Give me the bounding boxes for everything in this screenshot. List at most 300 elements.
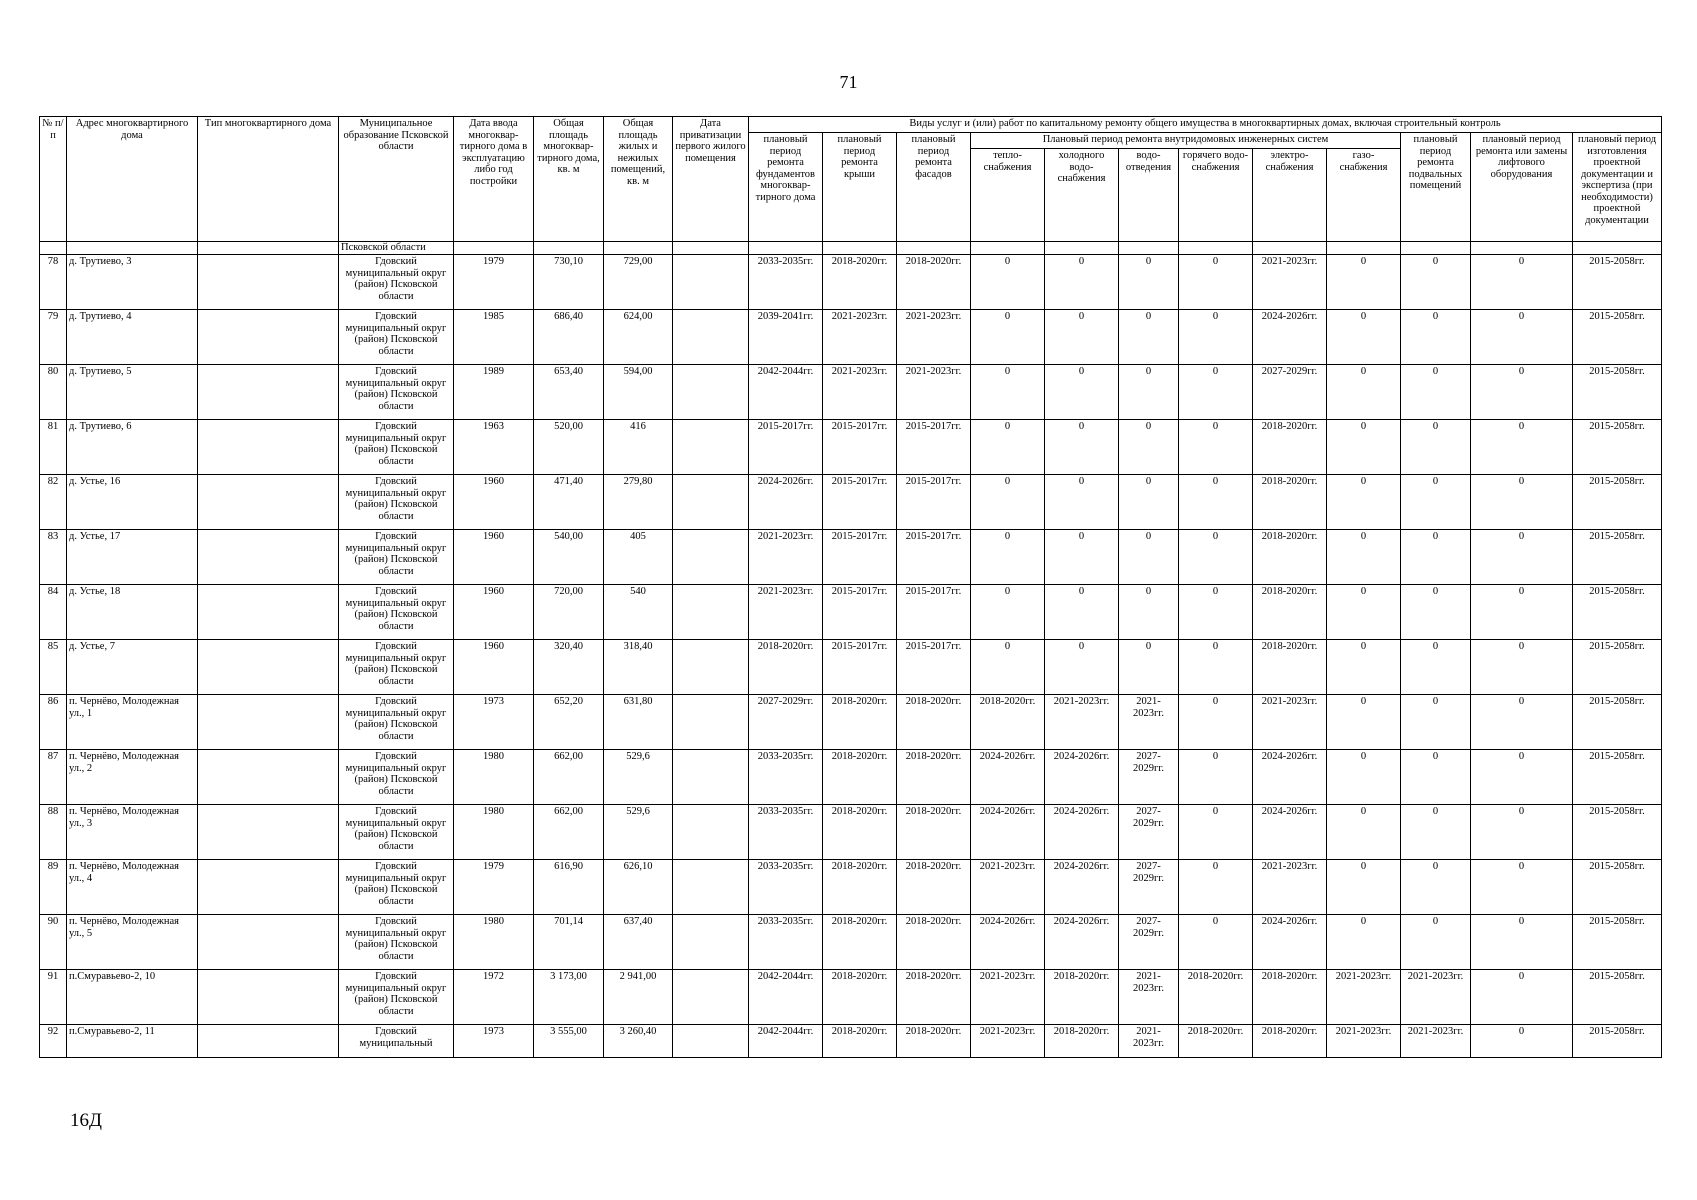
row-municipality: Гдовский муниципальный округ (район) Псковской области	[339, 365, 454, 420]
row-house-type	[198, 310, 339, 365]
row-year: 1980	[454, 750, 534, 805]
row-municipality: Гдовский муниципальный округ (район) Псковской области	[339, 915, 454, 970]
row-roof: 2015-2017гг.	[823, 475, 897, 530]
row-municipality: Гдовский муниципальный округ (район) Псковской области	[339, 420, 454, 475]
row-elevator: 0	[1471, 585, 1573, 640]
table-row	[40, 695, 1662, 750]
row-address: п.Смуравьево-2, 11	[67, 1025, 198, 1058]
row-address: п. Чернёво, Молодежная ул., 2	[67, 750, 198, 805]
row-area-total: 730,10	[534, 255, 604, 310]
footer-code: 16Д	[70, 1110, 102, 1131]
row-house-type	[198, 1025, 339, 1058]
row-foundation: 2039-2041гг.	[749, 310, 823, 365]
row-elevator: 0	[1471, 255, 1573, 310]
row-electric: 2018-2020гг.	[1253, 420, 1327, 475]
row-basement: 0	[1401, 530, 1471, 585]
row-cold-water: 2021-2023гг.	[1045, 695, 1119, 750]
row-facade: 2018-2020гг.	[897, 860, 971, 915]
row-facade: 2018-2020гг.	[897, 805, 971, 860]
row-heat: 2018-2020гг.	[971, 695, 1045, 750]
row-heat: 0	[971, 365, 1045, 420]
header-total-area: Общая площадь многоквар-тирного дома, кв. м	[534, 117, 604, 242]
row-house-type	[198, 530, 339, 585]
row-cold-water: 2024-2026гг.	[1045, 860, 1119, 915]
row-year: 1960	[454, 475, 534, 530]
row-area-total: 652,20	[534, 695, 604, 750]
row-year: 1973	[454, 695, 534, 750]
row-drainage: 0	[1119, 255, 1179, 310]
row-heat: 2024-2026гг.	[971, 805, 1045, 860]
table-row	[40, 1025, 1662, 1058]
row-area-premises: 631,80	[604, 695, 673, 750]
row-area-premises: 529,6	[604, 805, 673, 860]
row-year: 1989	[454, 365, 534, 420]
row-cold-water: 0	[1045, 640, 1119, 695]
row-house-type	[198, 255, 339, 310]
row-area-premises: 637,40	[604, 915, 673, 970]
row-area-total: 3 173,00	[534, 970, 604, 1025]
header-address: Адрес многоквартирного дома	[67, 117, 198, 242]
row-elevator: 0	[1471, 365, 1573, 420]
row-address: п. Чернёво, Молодежная ул., 3	[67, 805, 198, 860]
row-foundation: 2033-2035гг.	[749, 805, 823, 860]
row-drainage: 0	[1119, 530, 1179, 585]
row-year: 1960	[454, 530, 534, 585]
row-year: 1960	[454, 585, 534, 640]
row-area-premises: 416	[604, 420, 673, 475]
row-privatization	[673, 475, 749, 530]
row-house-type	[198, 860, 339, 915]
row-house-type	[198, 915, 339, 970]
row-municipality: Гдовский муниципальный округ (район) Псковской области	[339, 640, 454, 695]
row-area-total: 686,40	[534, 310, 604, 365]
row-roof: 2018-2020гг.	[823, 805, 897, 860]
row-facade: 2018-2020гг.	[897, 255, 971, 310]
row-basement: 0	[1401, 365, 1471, 420]
row-elevator: 0	[1471, 475, 1573, 530]
row-foundation: 2033-2035гг.	[749, 255, 823, 310]
row-roof: 2018-2020гг.	[823, 970, 897, 1025]
row-number: 87	[40, 750, 67, 805]
row-elevator: 0	[1471, 695, 1573, 750]
row-house-type	[198, 970, 339, 1025]
row-hot-water: 2018-2020гг.	[1179, 970, 1253, 1025]
row-hot-water: 0	[1179, 805, 1253, 860]
row-electric: 2024-2026гг.	[1253, 310, 1327, 365]
row-cold-water: 0	[1045, 310, 1119, 365]
row-address: д. Трутиево, 3	[67, 255, 198, 310]
row-heat: 0	[971, 420, 1045, 475]
row-number: 79	[40, 310, 67, 365]
row-heat: 0	[971, 585, 1045, 640]
row-municipality: Гдовский муниципальный округ (район) Псковской области	[339, 310, 454, 365]
row-electric: 2018-2020гг.	[1253, 585, 1327, 640]
row-year: 1973	[454, 1025, 534, 1058]
row-address: д. Устье, 7	[67, 640, 198, 695]
row-hot-water: 0	[1179, 420, 1253, 475]
row-roof: 2018-2020гг.	[823, 1025, 897, 1058]
header-heat: тепло-снабжения	[971, 149, 1045, 242]
row-elevator: 0	[1471, 420, 1573, 475]
header-privatization-date: Дата приватизации первого жилого помещения	[673, 117, 749, 242]
row-basement: 0	[1401, 640, 1471, 695]
row-privatization	[673, 640, 749, 695]
table-row	[40, 860, 1662, 915]
row-roof: 2018-2020гг.	[823, 750, 897, 805]
row-cold-water: 0	[1045, 420, 1119, 475]
row-area-total: 540,00	[534, 530, 604, 585]
row-basement: 0	[1401, 585, 1471, 640]
row-number: 89	[40, 860, 67, 915]
table-row	[40, 420, 1662, 475]
row-basement: 2021-2023гг.	[1401, 1025, 1471, 1058]
row-address: д. Трутиево, 6	[67, 420, 198, 475]
row-hot-water: 2018-2020гг.	[1179, 1025, 1253, 1058]
row-design-docs: 2015-2058гг.	[1573, 1025, 1662, 1058]
row-number: 85	[40, 640, 67, 695]
row-facade: 2018-2020гг.	[897, 695, 971, 750]
header-roof: плановый период ремонта крыши	[823, 133, 897, 242]
table-row	[40, 915, 1662, 970]
row-cold-water: 2024-2026гг.	[1045, 805, 1119, 860]
row-gas: 0	[1327, 365, 1401, 420]
row-year: 1963	[454, 420, 534, 475]
row-cold-water: 0	[1045, 475, 1119, 530]
row-basement: 0	[1401, 420, 1471, 475]
row-drainage: 2027-2029гг.	[1119, 750, 1179, 805]
row-facade: 2015-2017гг.	[897, 585, 971, 640]
row-roof: 2015-2017гг.	[823, 420, 897, 475]
header-drainage: водо-отведения	[1119, 149, 1179, 242]
row-cold-water: 2024-2026гг.	[1045, 915, 1119, 970]
row-roof: 2015-2017гг.	[823, 530, 897, 585]
row-basement: 0	[1401, 915, 1471, 970]
header-cold-water: холодного водо-снабжения	[1045, 149, 1119, 242]
row-foundation: 2042-2044гг.	[749, 365, 823, 420]
row-number: 90	[40, 915, 67, 970]
row-gas: 0	[1327, 915, 1401, 970]
row-basement: 0	[1401, 310, 1471, 365]
row-gas: 2021-2023гг.	[1327, 970, 1401, 1025]
row-foundation: 2027-2029гг.	[749, 695, 823, 750]
row-heat: 2024-2026гг.	[971, 750, 1045, 805]
row-number: 82	[40, 475, 67, 530]
row-privatization	[673, 750, 749, 805]
row-gas: 0	[1327, 640, 1401, 695]
row-gas: 0	[1327, 860, 1401, 915]
table-row	[40, 310, 1662, 365]
row-privatization	[673, 310, 749, 365]
row-municipality: Гдовский муниципальный округ (район) Псковской области	[339, 695, 454, 750]
row-number: 92	[40, 1025, 67, 1058]
row-elevator: 0	[1471, 970, 1573, 1025]
row-gas: 0	[1327, 420, 1401, 475]
row-electric: 2018-2020гг.	[1253, 475, 1327, 530]
row-facade: 2021-2023гг.	[897, 365, 971, 420]
row-hot-water: 0	[1179, 530, 1253, 585]
row-design-docs: 2015-2058гг.	[1573, 915, 1662, 970]
row-address: д. Устье, 16	[67, 475, 198, 530]
row-hot-water: 0	[1179, 585, 1253, 640]
row-area-premises: 318,40	[604, 640, 673, 695]
row-foundation: 2042-2044гг.	[749, 970, 823, 1025]
row-gas: 0	[1327, 805, 1401, 860]
row-hot-water: 0	[1179, 365, 1253, 420]
row-hot-water: 0	[1179, 695, 1253, 750]
header-hot-water: горячего водо-снабжения	[1179, 149, 1253, 242]
row-design-docs: 2015-2058гг.	[1573, 585, 1662, 640]
row-privatization	[673, 860, 749, 915]
header-electric: электро-снабжения	[1253, 149, 1327, 242]
row-number: 81	[40, 420, 67, 475]
row-electric: 2021-2023гг.	[1253, 255, 1327, 310]
row-area-total: 320,40	[534, 640, 604, 695]
row-elevator: 0	[1471, 640, 1573, 695]
row-municipality: Гдовский муниципальный округ (район) Псковской области	[339, 860, 454, 915]
header-municipality: Муниципальное образование Псковской области	[339, 117, 454, 242]
row-privatization	[673, 420, 749, 475]
row-electric: 2018-2020гг.	[1253, 970, 1327, 1025]
row-area-premises: 594,00	[604, 365, 673, 420]
header-elevator: плановый период ремонта или замены лифтового оборудования	[1471, 133, 1573, 242]
table-row	[40, 365, 1662, 420]
header-gas: газо-снабжения	[1327, 149, 1401, 242]
row-electric: 2021-2023гг.	[1253, 695, 1327, 750]
row-cold-water: 0	[1045, 365, 1119, 420]
row-cold-water: 2024-2026гг.	[1045, 750, 1119, 805]
row-area-total: 662,00	[534, 805, 604, 860]
row-hot-water: 0	[1179, 475, 1253, 530]
row-elevator: 0	[1471, 1025, 1573, 1058]
header-works-group: Виды услуг и (или) работ по капитальному ремонту общего имущества в многоквартирных домах, включая строительный контроль	[749, 117, 1662, 133]
header-basement: плановый период ремонта подвальных помещений	[1401, 133, 1471, 242]
row-gas: 0	[1327, 310, 1401, 365]
row-design-docs: 2015-2058гг.	[1573, 530, 1662, 585]
row-year: 1980	[454, 915, 534, 970]
row-house-type	[198, 420, 339, 475]
row-number: 78	[40, 255, 67, 310]
row-design-docs: 2015-2058гг.	[1573, 750, 1662, 805]
row-basement: 0	[1401, 475, 1471, 530]
row-hot-water: 0	[1179, 640, 1253, 695]
row-house-type	[198, 475, 339, 530]
continuation-municipality: Псковской области	[339, 242, 454, 255]
row-municipality: Гдовский муниципальный округ (район) Псковской области	[339, 530, 454, 585]
header-foundation: плановый период ремонта фундаментов многоквар-тирного дома	[749, 133, 823, 242]
header-engineering-group: Плановый период ремонта внутридомовых инженерных систем	[971, 133, 1401, 149]
row-area-premises: 279,80	[604, 475, 673, 530]
row-roof: 2015-2017гг.	[823, 585, 897, 640]
row-elevator: 0	[1471, 530, 1573, 585]
row-foundation: 2024-2026гг.	[749, 475, 823, 530]
row-hot-water: 0	[1179, 860, 1253, 915]
row-foundation: 2021-2023гг.	[749, 585, 823, 640]
row-house-type	[198, 695, 339, 750]
row-elevator: 0	[1471, 860, 1573, 915]
row-roof: 2018-2020гг.	[823, 255, 897, 310]
row-electric: 2018-2020гг.	[1253, 640, 1327, 695]
row-electric: 2024-2026гг.	[1253, 750, 1327, 805]
row-facade: 2021-2023гг.	[897, 310, 971, 365]
row-facade: 2015-2017гг.	[897, 475, 971, 530]
row-heat: 0	[971, 310, 1045, 365]
row-area-total: 3 555,00	[534, 1025, 604, 1058]
row-drainage: 0	[1119, 475, 1179, 530]
row-area-total: 616,90	[534, 860, 604, 915]
row-electric: 2027-2029гг.	[1253, 365, 1327, 420]
row-basement: 0	[1401, 805, 1471, 860]
row-heat: 2021-2023гг.	[971, 1025, 1045, 1058]
row-facade: 2015-2017гг.	[897, 420, 971, 475]
row-privatization	[673, 530, 749, 585]
row-hot-water: 0	[1179, 255, 1253, 310]
row-address: д. Трутиево, 4	[67, 310, 198, 365]
row-cold-water: 0	[1045, 530, 1119, 585]
row-address: д. Устье, 18	[67, 585, 198, 640]
row-heat: 2021-2023гг.	[971, 860, 1045, 915]
row-hot-water: 0	[1179, 750, 1253, 805]
row-heat: 2021-2023гг.	[971, 970, 1045, 1025]
row-drainage: 2027-2029гг.	[1119, 915, 1179, 970]
row-area-premises: 405	[604, 530, 673, 585]
row-basement: 2021-2023гг.	[1401, 970, 1471, 1025]
row-drainage: 0	[1119, 420, 1179, 475]
row-roof: 2015-2017гг.	[823, 640, 897, 695]
row-area-premises: 2 941,00	[604, 970, 673, 1025]
row-privatization	[673, 970, 749, 1025]
row-design-docs: 2015-2058гг.	[1573, 420, 1662, 475]
row-municipality: Гдовский муниципальный	[339, 1025, 454, 1058]
row-gas: 0	[1327, 530, 1401, 585]
table-row	[40, 750, 1662, 805]
table-row	[40, 530, 1662, 585]
row-municipality: Гдовский муниципальный округ (район) Псковской области	[339, 750, 454, 805]
page-number: 71	[839, 72, 858, 92]
table-row	[40, 970, 1662, 1025]
row-address: п. Чернёво, Молодежная ул., 1	[67, 695, 198, 750]
row-area-total: 701,14	[534, 915, 604, 970]
row-municipality: Гдовский муниципальный округ (район) Псковской области	[339, 255, 454, 310]
row-foundation: 2042-2044гг.	[749, 1025, 823, 1058]
row-year: 1985	[454, 310, 534, 365]
row-design-docs: 2015-2058гг.	[1573, 805, 1662, 860]
row-privatization	[673, 255, 749, 310]
row-hot-water: 0	[1179, 310, 1253, 365]
row-area-premises: 729,00	[604, 255, 673, 310]
row-house-type	[198, 365, 339, 420]
row-gas: 2021-2023гг.	[1327, 1025, 1401, 1058]
row-municipality: Гдовский муниципальный округ (район) Псковской области	[339, 585, 454, 640]
row-cold-water: 2018-2020гг.	[1045, 1025, 1119, 1058]
row-foundation: 2018-2020гг.	[749, 640, 823, 695]
row-gas: 0	[1327, 585, 1401, 640]
row-privatization	[673, 805, 749, 860]
row-gas: 0	[1327, 475, 1401, 530]
row-drainage: 2021-2023гг.	[1119, 970, 1179, 1025]
row-area-premises: 529,6	[604, 750, 673, 805]
row-municipality: Гдовский муниципальный округ (район) Псковской области	[339, 805, 454, 860]
row-gas: 0	[1327, 750, 1401, 805]
row-electric: 2024-2026гг.	[1253, 915, 1327, 970]
row-roof: 2018-2020гг.	[823, 915, 897, 970]
header-design-docs: плановый период изготовления проектной документации и экспертиза (при необходимости) проектной документации	[1573, 133, 1662, 242]
row-address: д. Устье, 17	[67, 530, 198, 585]
row-drainage: 0	[1119, 585, 1179, 640]
row-cold-water: 0	[1045, 585, 1119, 640]
row-electric: 2021-2023гг.	[1253, 860, 1327, 915]
continuation-row	[40, 242, 1662, 255]
row-drainage: 2021-2023гг.	[1119, 1025, 1179, 1058]
row-cold-water: 2018-2020гг.	[1045, 970, 1119, 1025]
row-gas: 0	[1327, 695, 1401, 750]
row-privatization	[673, 585, 749, 640]
row-heat: 0	[971, 640, 1045, 695]
row-area-total: 720,00	[534, 585, 604, 640]
row-drainage: 2027-2029гг.	[1119, 805, 1179, 860]
row-house-type	[198, 585, 339, 640]
row-drainage: 2027-2029гг.	[1119, 860, 1179, 915]
row-number: 83	[40, 530, 67, 585]
row-area-premises: 626,10	[604, 860, 673, 915]
row-year: 1979	[454, 860, 534, 915]
row-number: 91	[40, 970, 67, 1025]
row-privatization	[673, 1025, 749, 1058]
header-premises-area: Общая площадь жилых и нежилых помещений, кв. м	[604, 117, 673, 242]
row-roof: 2021-2023гг.	[823, 310, 897, 365]
row-heat: 2024-2026гг.	[971, 915, 1045, 970]
row-area-total: 520,00	[534, 420, 604, 475]
row-year: 1979	[454, 255, 534, 310]
row-basement: 0	[1401, 255, 1471, 310]
row-address: п. Чернёво, Молодежная ул., 5	[67, 915, 198, 970]
row-facade: 2018-2020гг.	[897, 970, 971, 1025]
row-design-docs: 2015-2058гг.	[1573, 475, 1662, 530]
row-year: 1980	[454, 805, 534, 860]
row-elevator: 0	[1471, 310, 1573, 365]
row-facade: 2015-2017гг.	[897, 640, 971, 695]
row-foundation: 2033-2035гг.	[749, 860, 823, 915]
row-address: п.Смуравьево-2, 10	[67, 970, 198, 1025]
row-hot-water: 0	[1179, 915, 1253, 970]
row-elevator: 0	[1471, 750, 1573, 805]
table-row	[40, 805, 1662, 860]
row-elevator: 0	[1471, 915, 1573, 970]
row-design-docs: 2015-2058гг.	[1573, 255, 1662, 310]
row-foundation: 2015-2017гг.	[749, 420, 823, 475]
header-facade: плановый период ремонта фасадов	[897, 133, 971, 242]
row-design-docs: 2015-2058гг.	[1573, 310, 1662, 365]
row-foundation: 2021-2023гг.	[749, 530, 823, 585]
row-area-premises: 540	[604, 585, 673, 640]
row-facade: 2018-2020гг.	[897, 1025, 971, 1058]
row-facade: 2015-2017гг.	[897, 530, 971, 585]
row-number: 84	[40, 585, 67, 640]
row-elevator: 0	[1471, 805, 1573, 860]
row-roof: 2018-2020гг.	[823, 695, 897, 750]
row-house-type	[198, 750, 339, 805]
row-number: 88	[40, 805, 67, 860]
row-roof: 2021-2023гг.	[823, 365, 897, 420]
row-electric: 2018-2020гг.	[1253, 530, 1327, 585]
table-row	[40, 475, 1662, 530]
row-facade: 2018-2020гг.	[897, 750, 971, 805]
row-area-premises: 3 260,40	[604, 1025, 673, 1058]
header-house-type: Тип многоквартирного дома	[198, 117, 339, 242]
row-basement: 0	[1401, 860, 1471, 915]
row-area-total: 471,40	[534, 475, 604, 530]
row-area-total: 662,00	[534, 750, 604, 805]
row-area-premises: 624,00	[604, 310, 673, 365]
